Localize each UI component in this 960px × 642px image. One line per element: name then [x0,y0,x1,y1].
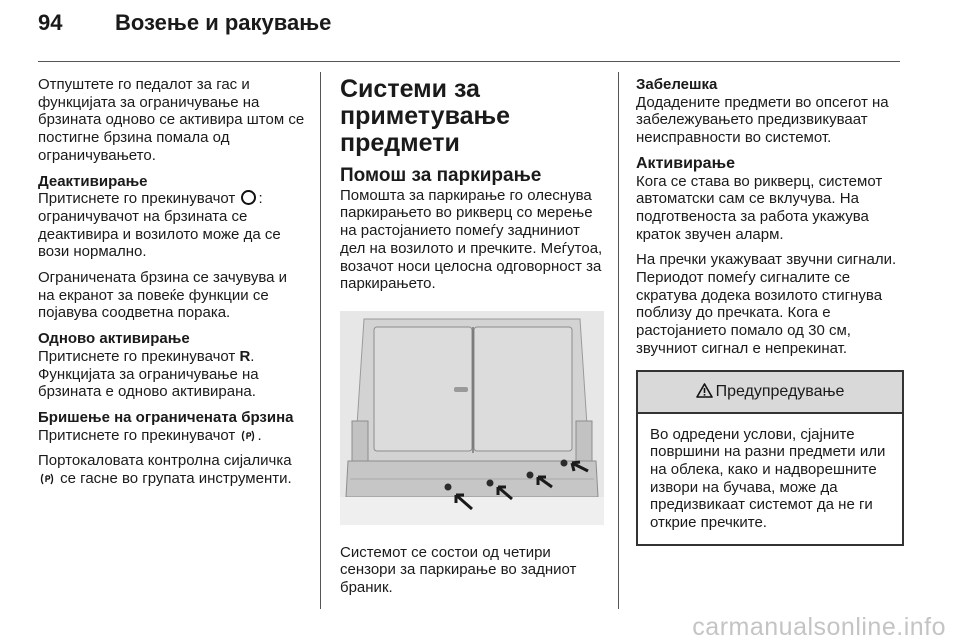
deactivation-text-after: : ограничувачот на брзината се деактивира и возилото може да се вози нормално. [38,190,281,261]
section-subtitle: Помош за паркирање [340,165,542,186]
page-title: Возење и ракување [115,10,332,35]
lamp-text-before: Портокаловата контролна сијаличка [38,452,292,470]
activation-heading: Активирање [636,154,735,172]
deactivation-saved-paragraph: Ограничената брзина се зачувува и на екранот за повеќе функции се појавува соодветна порака. [38,269,288,322]
reactivation-text-after: . [250,347,255,365]
deletion-heading: Бришење на ограничената брзина [38,408,294,426]
r-symbol: R [239,347,251,365]
intro-paragraph: Отпуштете го педалот за гас и функцијата за ограничување на брзината одново се активира штом се постигне брзина помала од ограничувањето. [38,76,305,164]
reactivation-text-before: Притиснете го прекинувачот [38,347,240,365]
column-left [38,76,306,496]
column-right [636,76,908,546]
header-rule [38,61,900,62]
note-heading: Забелешка [636,76,718,93]
deactivation-heading: Деактивирање [38,172,148,190]
parking-lamp-icon [40,472,54,486]
parking-assist-paragraph: Помошта за паркирање го олеснува паркирањето во рикверц со мерење на растојанието помеѓу задниниот дел на возилото и пречките. Меѓутоа, возачот носи целосна одговорност за паркирањето. [340,186,603,293]
warning-lamp-paragraph [38,452,306,487]
section-title: Системи за приметување предмети [340,75,511,157]
deletion-text-after: . [257,426,262,444]
reactivation-paragraph [38,348,306,401]
reactivation-heading: Одново активирање [38,330,190,348]
lamp-text-after: се гасне во групата инструменти. [56,470,292,488]
warning-text: Во одредени услови, сјајните површини на разни предмети или на облека, како и надворешните извори на бучава, може да предизвикаат системот да не ги открие пречките. [650,425,886,532]
figure-caption: Системот се состои од четири сензори за паркирање во задниот браник. [340,543,577,597]
activation-paragraph-1: Кога се става во рикверц, системот автоматски сам се вклучува. На подготвеноста за работа укажува краток звучен аларм. [636,172,883,243]
rear-bumper-sensors-figure [340,311,604,525]
watermark: carmanualsonline.info [692,613,946,641]
column-divider-1 [320,72,321,609]
activation-paragraph-2: На пречки укажуваат звучни сигнали. Периодот помеѓу сигналите се скратува додека возилото стигнува поблизу до пречката. Кога е растојанието помало од 30 см, звучниот сигнал е непрекинат. [636,251,897,357]
column-middle [340,76,608,605]
deactivation-text-before: Притиснете го прекинувачот [38,190,240,208]
note-paragraph: Додадените предмети во опсегот на забележувањето предизвикуваат неисправности во системот. [636,93,889,147]
warning-header [638,372,902,414]
page-number: 94 [38,10,63,35]
warning-title: Предупредување [715,382,845,400]
circle-icon [241,190,256,205]
reactivation-result-text: Функцијата за ограничување на брзината е одново активирана. [38,365,259,401]
deletion-paragraph [38,427,306,445]
column-divider-2 [618,72,619,609]
deactivation-paragraph [38,190,306,261]
warning-box [636,370,904,546]
page-header [38,10,331,36]
warning-triangle-icon [696,383,713,398]
deletion-text-before: Притиснете го прекинувачот [38,426,240,444]
parking-lamp-icon [241,429,255,443]
